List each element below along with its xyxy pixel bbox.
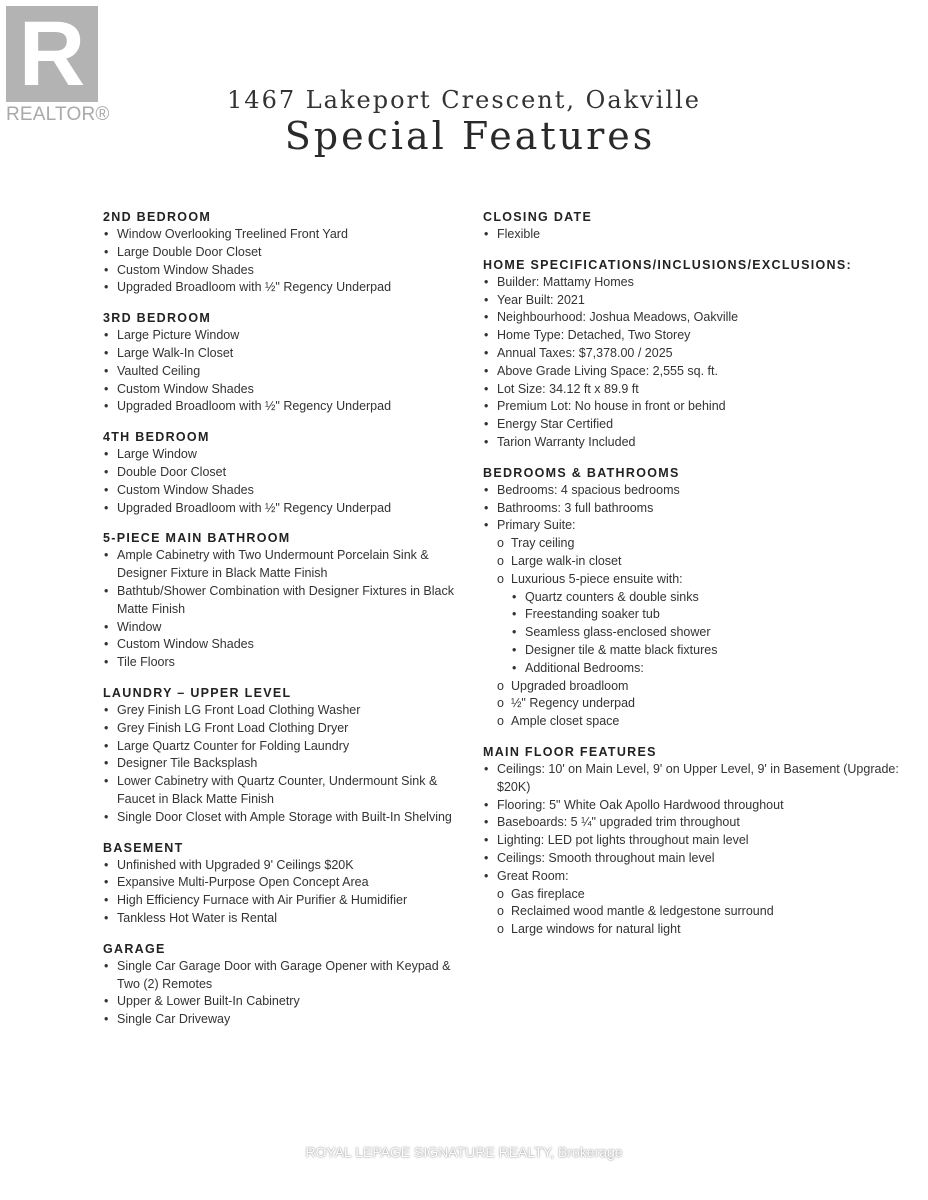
- list-item: • Annual Taxes: $7,378.00 / 2025: [483, 345, 903, 363]
- list-item: o Large windows for natural light: [483, 921, 903, 939]
- list-item: • Ceilings: 10' on Main Level, 9' on Upper Level, 9' in Basement (Upgrade: $20K): [483, 761, 903, 797]
- list-item: • Ample Cabinetry with Two Undermount Porcelain Sink & Designer Fixture in Black Matte Finish: [103, 547, 468, 583]
- list-item: • Single Car Garage Door with Garage Opener with Keypad & Two (2) Remotes: [103, 958, 468, 994]
- list-item: o Upgraded broadloom: [483, 678, 903, 696]
- feature-list: [483, 482, 903, 731]
- list-item: • Lot Size: 34.12 ft x 89.9 ft: [483, 381, 903, 399]
- list-item: • Vaulted Ceiling: [103, 363, 468, 381]
- list-item: • Custom Window Shades: [103, 482, 468, 500]
- feature-list: [103, 226, 468, 297]
- list-item: • Additional Bedrooms:: [483, 660, 903, 678]
- list-item: • Upper & Lower Built-In Cabinetry: [103, 993, 468, 1011]
- feature-list: [483, 226, 903, 244]
- list-item: • Custom Window Shades: [103, 262, 468, 280]
- feature-list: [483, 761, 903, 939]
- section-title: HOME SPECIFICATIONS/INCLUSIONS/EXCLUSIONS:: [483, 257, 852, 272]
- list-item: • Neighbourhood: Joshua Meadows, Oakville: [483, 309, 903, 327]
- list-item: o Tray ceiling: [483, 535, 903, 553]
- right-column: [483, 208, 903, 951]
- feature-list: [103, 958, 468, 1029]
- section-5-piece-main-bathroom: [103, 529, 468, 672]
- list-item: • Year Built: 2021: [483, 292, 903, 310]
- list-item: • Large Window: [103, 446, 468, 464]
- list-item: • Flooring: 5" White Oak Apollo Hardwood throughout: [483, 797, 903, 815]
- section-main-floor-features: [483, 743, 903, 939]
- list-item: • Above Grade Living Space: 2,555 sq. ft.: [483, 363, 903, 381]
- list-item: • Flexible: [483, 226, 903, 244]
- list-item: • Designer Tile Backsplash: [103, 755, 468, 773]
- list-item: • Tile Floors: [103, 654, 468, 672]
- section-title: 5-PIECE MAIN BATHROOM: [103, 531, 291, 546]
- list-item: • Great Room:: [483, 868, 903, 886]
- list-item: • Tankless Hot Water is Rental: [103, 910, 468, 928]
- feature-list: [103, 446, 468, 517]
- feature-list: [103, 547, 468, 672]
- section-3rd-bedroom: [103, 309, 468, 416]
- realtor-logo-letter: R: [18, 3, 86, 105]
- list-item: • Freestanding soaker tub: [483, 606, 903, 624]
- property-address: 1467 Lakeport Crescent, Oakville: [227, 86, 701, 114]
- page-title: Special Features: [284, 114, 656, 158]
- left-column: [103, 208, 468, 1041]
- section-home-specifications-inclusions-exclusions: [483, 256, 903, 452]
- list-item: • Designer tile & matte black fixtures: [483, 642, 903, 660]
- list-item: • Upgraded Broadloom with ½" Regency Underpad: [103, 500, 468, 518]
- list-item: • Bathrooms: 3 full bathrooms: [483, 500, 903, 518]
- section-title: 4TH BEDROOM: [103, 430, 210, 445]
- list-item: • Lower Cabinetry with Quartz Counter, Undermount Sink & Faucet in Black Matte Finish: [103, 773, 468, 809]
- section-title: BASEMENT: [103, 840, 184, 855]
- section-title: MAIN FLOOR FEATURES: [483, 744, 657, 759]
- list-item: • Premium Lot: No house in front or behind: [483, 398, 903, 416]
- list-item: o Luxurious 5-piece ensuite with:: [483, 571, 903, 589]
- section-title: 3RD BEDROOM: [103, 311, 212, 326]
- list-item: • Home Type: Detached, Two Storey: [483, 327, 903, 345]
- list-item: • Large Quartz Counter for Folding Laundry: [103, 738, 468, 756]
- section-closing-date: [483, 208, 903, 244]
- list-item: o Large walk-in closet: [483, 553, 903, 571]
- feature-list: [103, 327, 468, 416]
- section-title: LAUNDRY – UPPER LEVEL: [103, 685, 292, 700]
- list-item: • Grey Finish LG Front Load Clothing Dryer: [103, 720, 468, 738]
- section-title: 2ND BEDROOM: [103, 210, 212, 224]
- list-item: • Ceilings: Smooth throughout main level: [483, 850, 903, 868]
- feature-list: [103, 857, 468, 928]
- feature-list: [483, 274, 903, 452]
- list-item: • Window Overlooking Treelined Front Yard: [103, 226, 468, 244]
- list-item: o Reclaimed wood mantle & ledgestone surround: [483, 903, 903, 921]
- section-bedrooms-bathrooms: [483, 464, 903, 731]
- list-item: • Baseboards: 5 ¼" upgraded trim throughout: [483, 814, 903, 832]
- section-2nd-bedroom: [103, 208, 468, 297]
- list-item: • Large Picture Window: [103, 327, 468, 345]
- list-item: • Upgraded Broadloom with ½" Regency Underpad: [103, 398, 468, 416]
- list-item: • Quartz counters & double sinks: [483, 589, 903, 607]
- section-laundry-upper-level: [103, 684, 468, 827]
- list-item: • Expansive Multi-Purpose Open Concept Area: [103, 874, 468, 892]
- section-title: CLOSING DATE: [483, 210, 593, 224]
- section-title: BEDROOMS & BATHROOMS: [483, 465, 680, 480]
- feature-list: [103, 702, 468, 827]
- list-item: • Double Door Closet: [103, 464, 468, 482]
- list-item: • Large Double Door Closet: [103, 244, 468, 262]
- list-item: • Unfinished with Upgraded 9' Ceilings $20K: [103, 857, 468, 875]
- list-item: • Upgraded Broadloom with ½" Regency Underpad: [103, 279, 468, 297]
- list-item: o Gas fireplace: [483, 886, 903, 904]
- list-item: • Custom Window Shades: [103, 636, 468, 654]
- list-item: • Lighting: LED pot lights throughout main level: [483, 832, 903, 850]
- list-item: • Window: [103, 619, 468, 637]
- list-item: • Builder: Mattamy Homes: [483, 274, 903, 292]
- realtor-logo-word: REALTOR®: [6, 104, 110, 125]
- list-item: • Seamless glass-enclosed shower: [483, 624, 903, 642]
- list-item: • Primary Suite:: [483, 517, 903, 535]
- list-item: o ½" Regency underpad: [483, 695, 903, 713]
- list-item: • Custom Window Shades: [103, 381, 468, 399]
- section-garage: [103, 940, 468, 1029]
- brokerage-footer: ROYAL LEPAGE SIGNATURE REALTY, Brokerage: [305, 1144, 623, 1160]
- list-item: • Large Walk-In Closet: [103, 345, 468, 363]
- list-item: • High Efficiency Furnace with Air Purifier & Humidifier: [103, 892, 468, 910]
- list-item: o Ample closet space: [483, 713, 903, 731]
- list-item: • Bathtub/Shower Combination with Designer Fixtures in Black Matte Finish: [103, 583, 468, 619]
- section-4th-bedroom: [103, 428, 468, 517]
- list-item: • Energy Star Certified: [483, 416, 903, 434]
- section-basement: [103, 839, 468, 928]
- list-item: • Single Door Closet with Ample Storage with Built-In Shelving: [103, 809, 468, 827]
- section-title: GARAGE: [103, 941, 166, 956]
- list-item: • Grey Finish LG Front Load Clothing Washer: [103, 702, 468, 720]
- list-item: • Single Car Driveway: [103, 1011, 468, 1029]
- list-item: • Tarion Warranty Included: [483, 434, 903, 452]
- list-item: • Bedrooms: 4 spacious bedrooms: [483, 482, 903, 500]
